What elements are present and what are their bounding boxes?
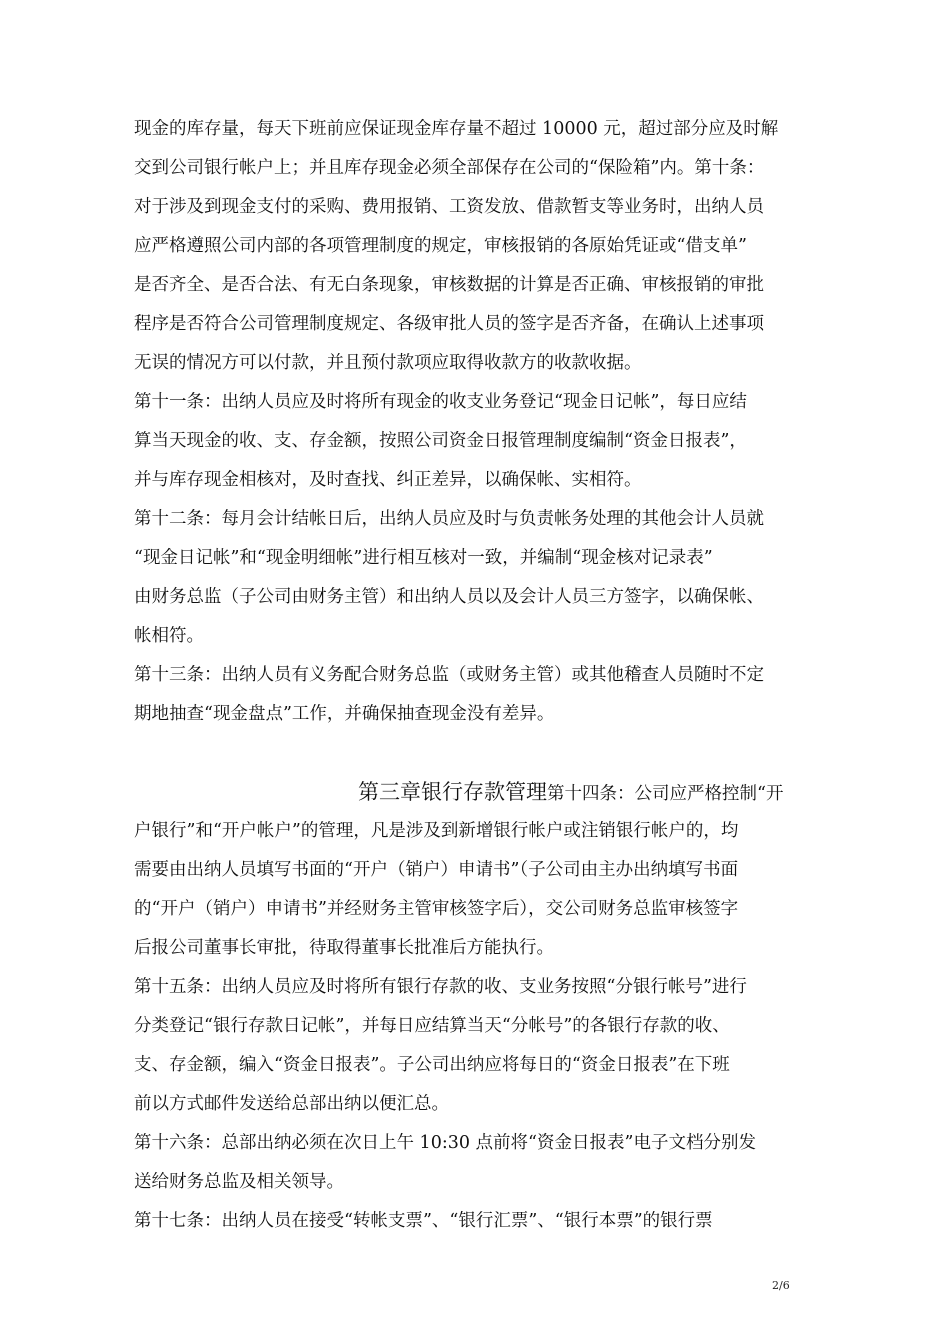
text-line: 前以方式邮件发送给总部出纳以便汇总。 — [134, 1094, 449, 1114]
text-line: 支、存金额，编入“资金日报表”。子公司出纳应将每日的“资金日报表”在下班 — [134, 1055, 730, 1075]
text-line: 分类登记“银行存款日记帐”，并每日应结算当天“分帐号”的各银行存款的收、 — [134, 1016, 730, 1036]
text-line: 送给财务总监及相关领导。 — [134, 1172, 344, 1192]
text-line: 是否齐全、是否合法、有无白条现象，审核数据的计算是否正确、审核报销的审批 — [134, 275, 764, 295]
text-line: 无误的情况方可以付款，并且预付款项应取得收款方的收款收据。 — [134, 353, 642, 373]
text-line: 算当天现金的收、支、存金额，按照公司资金日报管理制度编制“资金日报表”， — [134, 431, 747, 451]
text-line: 后报公司董事长审批，待取得董事长批准后方能执行。 — [134, 938, 554, 958]
text-line: 第十五条：出纳人员应及时将所有银行存款的收、支业务按照“分银行帐号”进行 — [134, 977, 747, 997]
blank-line — [134, 734, 830, 773]
text-line: 第十七条：出纳人员在接受“转帐支票”、“银行汇票”、“银行本票”的银行票 — [134, 1211, 713, 1231]
text-line: 户银行”和“开户帐户”的管理，凡是涉及到新增银行帐户或注销银行帐户的，均 — [134, 821, 739, 841]
chapter-first-line-text: 第十四条：公司应严格控制“开 — [547, 784, 784, 804]
text-line: 程序是否符合公司管理制度规定、各级审批人员的签字是否齐备，在确认上述事项 — [134, 314, 764, 334]
chapter-heading-line — [134, 773, 830, 812]
text-line: 对于涉及到现金支付的采购、费用报销、工资发放、借款暂支等业务时，出纳人员 — [134, 197, 764, 217]
text-line: 并与库存现金相核对，及时查找、纠正差异，以确保帐、实相符。 — [134, 470, 642, 490]
text-line: 交到公司银行帐户上；并且库存现金必须全部保存在公司的“保险箱”内。第十条： — [134, 158, 765, 178]
text-line: 期地抽查“现金盘点”工作，并确保抽查现金没有差异。 — [134, 704, 555, 724]
text-line: 现金的库存量，每天下班前应保证现金库存量不超过 10000 元，超过部分应及时解 — [134, 119, 779, 139]
text-line: 第十六条：总部出纳必须在次日上午 10:30 点前将“资金日报表”电子文档分别发 — [134, 1133, 756, 1153]
text-line: “现金日记帐”和“现金明细帐”进行相互核对一致，并编制“现金核对记录表” — [134, 548, 713, 568]
text-line: 第十一条：出纳人员应及时将所有现金的收支业务登记“现金日记帐”，每日应结 — [134, 392, 747, 412]
text-line: 应严格遵照公司内部的各项管理制度的规定，审核报销的各原始凭证或“借支单” — [134, 236, 747, 256]
text-line: 帐相符。 — [134, 626, 204, 646]
text-line: 的“开户（销户）申请书”并经财务主管审核签字后），交公司财务总监审核签字 — [134, 899, 739, 919]
document-body — [134, 110, 830, 1241]
text-line: 第十二条：每月会计结帐日后，出纳人员应及时与负责帐务处理的其他会计人员就 — [134, 509, 764, 529]
chapter-title: 第三章银行存款管理 — [358, 780, 547, 804]
text-line: 需要由出纳人员填写书面的“开户（销户）申请书”（子公司由主办出纳填写书面 — [134, 860, 739, 880]
page-number: 2/6 — [772, 1279, 790, 1292]
text-line: 由财务总监（子公司由财务主管）和出纳人员以及会计人员三方签字，以确保帐、 — [134, 587, 764, 607]
text-line: 第十三条：出纳人员有义务配合财务总监（或财务主管）或其他稽查人员随时不定 — [134, 665, 764, 685]
